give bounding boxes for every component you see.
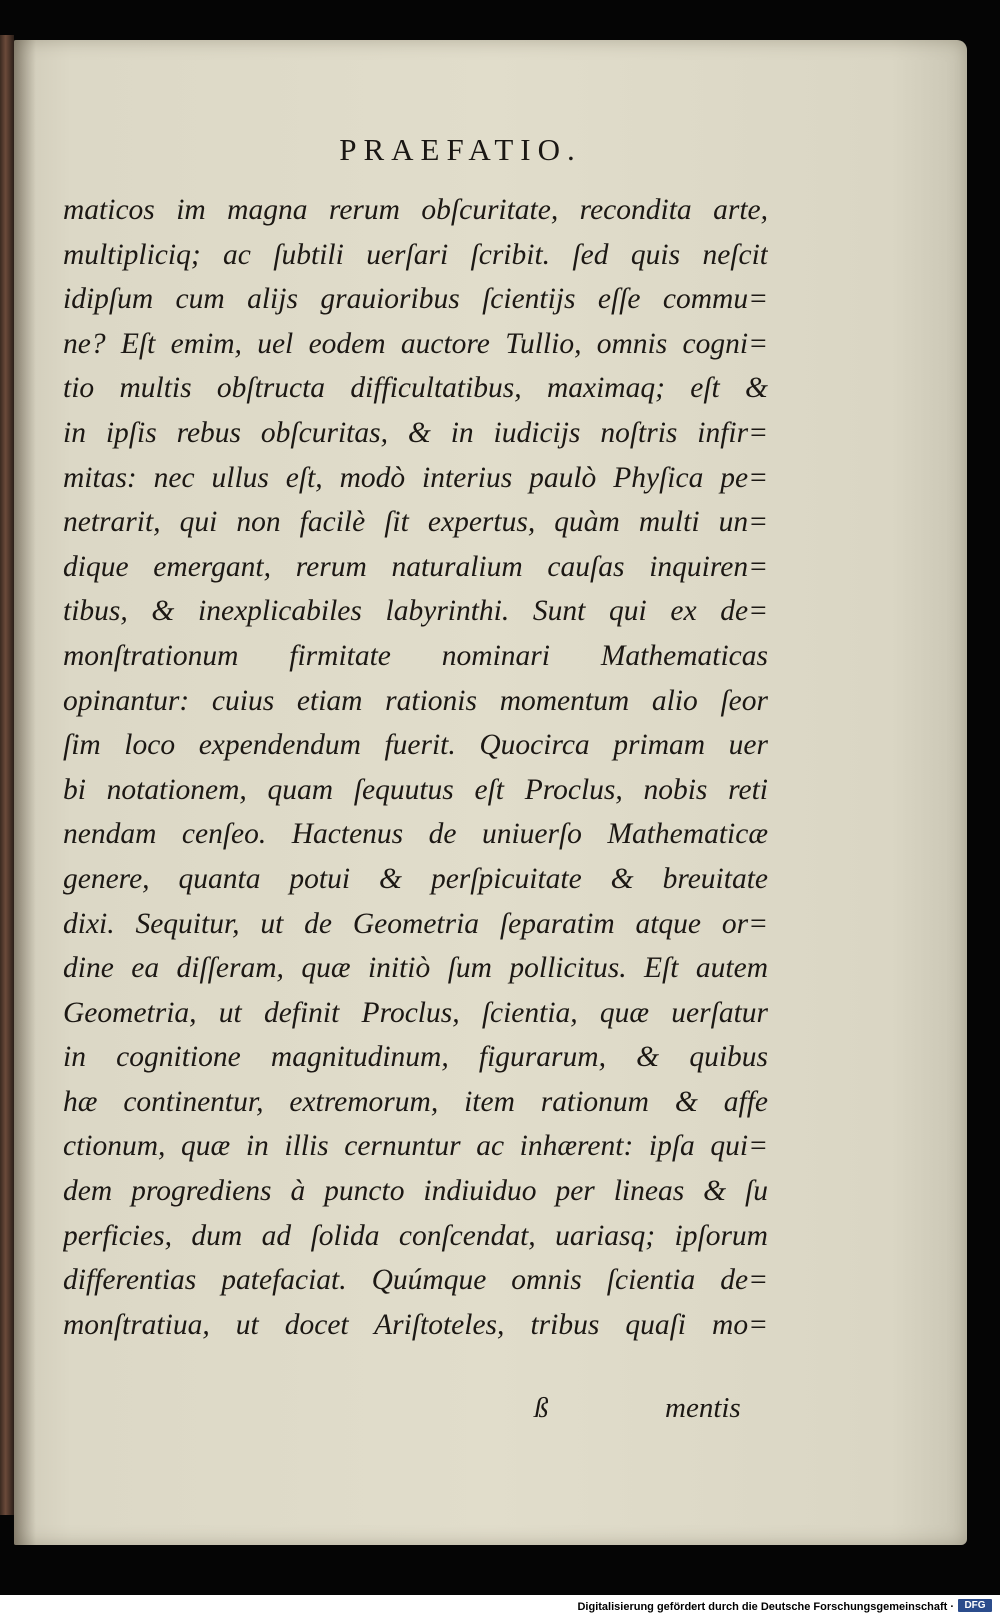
catchword: mentis <box>665 1392 741 1424</box>
text-line: ſim loco expendendum fuerit. Quocirca primam uer <box>63 729 768 762</box>
text-line: tibus, & inexplicabiles labyrinthi. Sunt qui ex de= <box>63 595 768 628</box>
text-line: in ipſis rebus obſcuritas, & in iudicijs noſtris infir= <box>63 416 768 449</box>
text-line: dique emergant, rerum naturalium cauſas inquiren= <box>63 550 768 583</box>
book-page <box>14 40 967 1545</box>
page-gutter-shadow <box>14 40 36 1545</box>
text-line: dem progrediens à puncto indiuiduo per lineas & ſu <box>63 1175 768 1208</box>
text-line: bi notationem, quam ſequutus eſt Proclus, nobis reti <box>63 773 768 806</box>
text-block <box>63 188 768 1347</box>
text-line: idipſum cum alijs grauioribus ſcientijs eſſe commu= <box>63 283 768 316</box>
text-line: in cognitione magnitudinum, figurarum, & quibus <box>63 1041 768 1074</box>
text-line: opinantur: cuius etiam rationis momentum alio ſeor <box>63 684 768 717</box>
running-head: PRAEFATIO. <box>339 132 582 167</box>
text-line: tio multis obſtructa difficultatibus, maximaq; eſt & <box>63 372 768 405</box>
text-line: monſtratiua, ut docet Ariſtoteles, tribus quaſi mo= <box>63 1308 768 1341</box>
footer-credit: Digitalisierung gefördert durch die Deutsche Forschungsgemeinschaft · <box>577 1601 954 1613</box>
text-line: differentias patefaciat. Quúmque omnis ſcientia de= <box>63 1264 768 1297</box>
text-line: ne? Eſt emim, uel eodem auctore Tullio, omnis cogni= <box>63 327 768 360</box>
text-line: multipliciq; ac ſubtili uerſari ſcribit. ſed quis neſcit <box>63 238 768 271</box>
text-line: Geometria, ut definit Proclus, ſcientia, quæ uerſatur <box>63 996 768 1029</box>
text-line: perficies, dum ad ſolida conſcendat, uariasq; ipſorum <box>63 1219 768 1252</box>
text-line: netrarit, qui non facilè ſit expertus, quàm multi un= <box>63 506 768 539</box>
text-line: genere, quanta potui & perſpicuitate & breuitate <box>63 862 768 895</box>
text-line: dine ea diſſeram, quæ initiò ſum pollicitus. Eſt autem <box>63 952 768 985</box>
text-line: nendam cenſeo. Hactenus de uniuerſo Mathematicæ <box>63 818 768 851</box>
text-line: mitas: nec ullus eſt, modò interius paulò Phyſica pe= <box>63 461 768 494</box>
text-line: dixi. Sequitur, ut de Geometria ſeparatim atque or= <box>63 907 768 940</box>
text-line: maticos im magna rerum obſcuritate, recondita arte, <box>63 194 768 226</box>
text-line: hæ continentur, extremorum, item rationum & affe <box>63 1085 768 1118</box>
text-line: ctionum, quæ in illis cernuntur ac inhærent: ipſa qui= <box>63 1130 768 1163</box>
text-line: monſtrationum firmitate nominari Mathematicas <box>63 639 768 672</box>
book-binding-edge <box>0 35 14 1515</box>
footer-bar <box>0 1595 1000 1615</box>
dfg-logo: DFG <box>958 1599 992 1612</box>
signature-mark: ß <box>534 1392 549 1424</box>
signature-line <box>14 1392 967 1432</box>
